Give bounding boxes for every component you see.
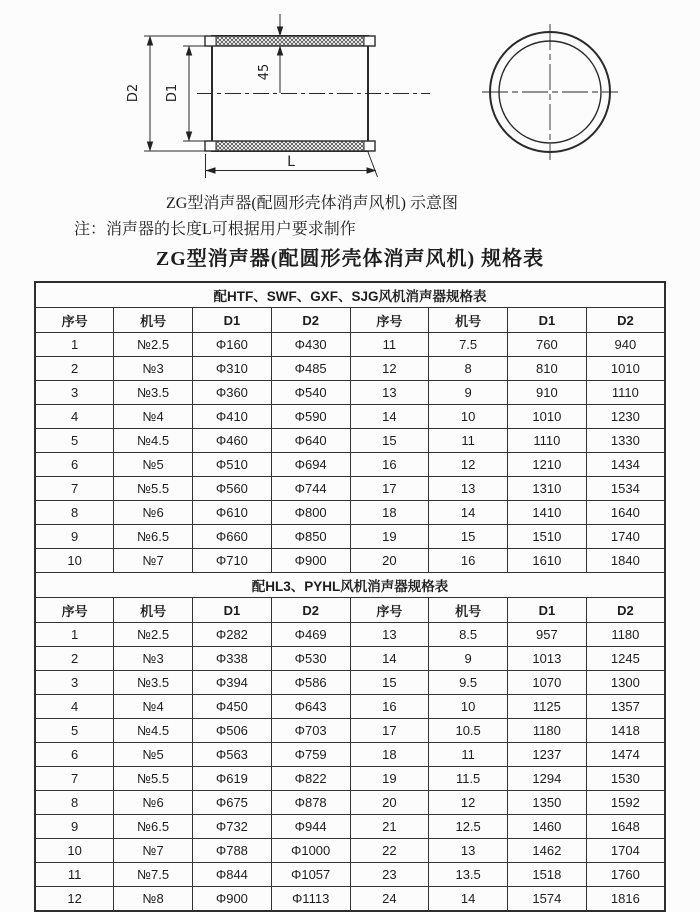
table-cell: Φ900	[193, 887, 272, 912]
table-cell: 5	[35, 429, 114, 453]
table-cell: Φ822	[271, 767, 350, 791]
table-cell: 1110	[586, 381, 665, 405]
section-title-row	[35, 573, 665, 598]
table-row	[35, 453, 665, 477]
table-cell: 14	[429, 887, 508, 912]
table-cell: 8.5	[429, 623, 508, 647]
table-cell: 1610	[508, 549, 587, 573]
table-cell: №5.5	[114, 767, 193, 791]
table-cell: 1180	[508, 719, 587, 743]
table-cell: Φ430	[271, 333, 350, 357]
table-row	[35, 525, 665, 549]
table-cell: Φ844	[193, 863, 272, 887]
table-cell: Φ878	[271, 791, 350, 815]
muffler-front-view	[482, 24, 618, 160]
table-cell: 13	[350, 623, 429, 647]
table-row	[35, 623, 665, 647]
dim-label-d2: D2	[126, 83, 141, 103]
table-cell: 910	[508, 381, 587, 405]
table-cell: 13	[350, 381, 429, 405]
table-cell: 1230	[586, 405, 665, 429]
table-cell: 1518	[508, 863, 587, 887]
table-cell: 18	[350, 743, 429, 767]
table-cell: 6	[35, 743, 114, 767]
table-cell: 1704	[586, 839, 665, 863]
table-cell: №6	[114, 791, 193, 815]
table-row	[35, 695, 665, 719]
muffler-side-view	[126, 14, 430, 178]
table-cell: 13	[429, 477, 508, 501]
table-cell: 1534	[586, 477, 665, 501]
table-cell: Φ759	[271, 743, 350, 767]
table-row	[35, 549, 665, 573]
table-cell: 9	[429, 647, 508, 671]
table-cell: 24	[350, 887, 429, 912]
table-cell: 15	[350, 429, 429, 453]
table-cell: Φ510	[193, 453, 272, 477]
table-cell: №3	[114, 357, 193, 381]
figure-caption: ZG型消声器(配圆形壳体消声风机) 示意图	[166, 195, 458, 212]
table-cell: 1418	[586, 719, 665, 743]
table-cell: Φ1113	[271, 887, 350, 912]
table-cell: Φ469	[271, 623, 350, 647]
dim-label-d1: D1	[165, 83, 180, 103]
table-cell: 12	[350, 357, 429, 381]
table-cell: 1180	[586, 623, 665, 647]
table-cell: 1640	[586, 501, 665, 525]
table-cell: №4	[114, 695, 193, 719]
table-cell: 17	[350, 719, 429, 743]
table-cell: №4	[114, 405, 193, 429]
table-cell: Φ563	[193, 743, 272, 767]
column-header: D2	[586, 308, 665, 333]
table-cell: Φ660	[193, 525, 272, 549]
table-cell: Φ560	[193, 477, 272, 501]
table-cell: Φ1057	[271, 863, 350, 887]
table-cell: 1510	[508, 525, 587, 549]
dim-label-45: 45	[257, 63, 272, 81]
table-cell: 3	[35, 381, 114, 405]
table-cell: 9	[35, 525, 114, 549]
table-row	[35, 815, 665, 839]
table-cell: 16	[429, 549, 508, 573]
table-cell: 760	[508, 333, 587, 357]
table-cell: 1210	[508, 453, 587, 477]
table-cell: 1760	[586, 863, 665, 887]
table-cell: 1	[35, 623, 114, 647]
table-cell: Φ944	[271, 815, 350, 839]
table-cell: №3.5	[114, 381, 193, 405]
table-cell: Φ643	[271, 695, 350, 719]
table-cell: №2.5	[114, 623, 193, 647]
table-cell: Φ744	[271, 477, 350, 501]
table-row	[35, 767, 665, 791]
table-cell: 1350	[508, 791, 587, 815]
table-cell: Φ1000	[271, 839, 350, 863]
table-cell: 8	[35, 501, 114, 525]
table-cell: 11	[429, 429, 508, 453]
table-cell: №7	[114, 549, 193, 573]
table-cell: 1574	[508, 887, 587, 912]
table-cell: Φ732	[193, 815, 272, 839]
table-cell: №7.5	[114, 863, 193, 887]
table-cell: 1460	[508, 815, 587, 839]
table-cell: №3.5	[114, 671, 193, 695]
table-cell: 10.5	[429, 719, 508, 743]
table-cell: 4	[35, 405, 114, 429]
table-cell: 1740	[586, 525, 665, 549]
table-cell: 10	[35, 549, 114, 573]
table-cell: 15	[350, 671, 429, 695]
table-row	[35, 887, 665, 912]
table-row	[35, 381, 665, 405]
table-cell: 6	[35, 453, 114, 477]
table-cell: 9	[35, 815, 114, 839]
table-cell: Φ640	[271, 429, 350, 453]
table-cell: Φ590	[271, 405, 350, 429]
table-cell: 9	[429, 381, 508, 405]
spec-table	[34, 281, 666, 912]
column-header: 序号	[35, 598, 114, 623]
table-cell: №5	[114, 743, 193, 767]
table-row	[35, 429, 665, 453]
table-cell: 18	[350, 501, 429, 525]
table-cell: 1125	[508, 695, 587, 719]
table-cell: Φ540	[271, 381, 350, 405]
table-row	[35, 647, 665, 671]
table-row	[35, 671, 665, 695]
table-cell: 1648	[586, 815, 665, 839]
table-cell: 7.5	[429, 333, 508, 357]
table-cell: 5	[35, 719, 114, 743]
section-title: 配HL3、PYHL风机消声器规格表	[35, 573, 665, 598]
table-cell: Φ282	[193, 623, 272, 647]
table-cell: 22	[350, 839, 429, 863]
table-cell: 23	[350, 863, 429, 887]
top-lining-hatch	[216, 36, 364, 46]
table-cell: 16	[350, 453, 429, 477]
column-header: 机号	[429, 308, 508, 333]
table-cell: 11.5	[429, 767, 508, 791]
page-title: ZG型消声器(配圆形壳体消声风机) 规格表	[155, 248, 545, 270]
table-cell: №6.5	[114, 525, 193, 549]
table-cell: 1013	[508, 647, 587, 671]
table-cell: Φ694	[271, 453, 350, 477]
header-row	[35, 598, 665, 623]
table-cell: Φ410	[193, 405, 272, 429]
table-cell: Φ900	[271, 549, 350, 573]
muffler-diagram-svg	[0, 0, 700, 190]
note-text: 注：消声器的长度L可根据用户要求制作	[74, 221, 356, 238]
table-cell: 20	[350, 791, 429, 815]
table-cell: 10	[429, 695, 508, 719]
column-header: 机号	[114, 598, 193, 623]
table-cell: 4	[35, 695, 114, 719]
table-cell: 17	[350, 477, 429, 501]
table-cell: 1300	[586, 671, 665, 695]
column-header: 机号	[114, 308, 193, 333]
table-cell: Φ619	[193, 767, 272, 791]
table-row	[35, 863, 665, 887]
table-cell: 1010	[586, 357, 665, 381]
table-cell: 2	[35, 647, 114, 671]
table-cell: 8	[35, 791, 114, 815]
table-cell: 12	[429, 453, 508, 477]
table-cell: 7	[35, 767, 114, 791]
column-header: D1	[193, 308, 272, 333]
table-cell: 1010	[508, 405, 587, 429]
table-cell: 3	[35, 671, 114, 695]
table-cell: Φ610	[193, 501, 272, 525]
table-row	[35, 501, 665, 525]
table-cell: №6.5	[114, 815, 193, 839]
table-row	[35, 839, 665, 863]
table-cell: 14	[429, 501, 508, 525]
table-cell: №5	[114, 453, 193, 477]
table-cell: 1237	[508, 743, 587, 767]
table-cell: 1357	[586, 695, 665, 719]
table-row	[35, 477, 665, 501]
table-cell: 1330	[586, 429, 665, 453]
table-cell: 1245	[586, 647, 665, 671]
table-row	[35, 357, 665, 381]
table-cell: Φ450	[193, 695, 272, 719]
table-cell: 1110	[508, 429, 587, 453]
table-cell: 940	[586, 333, 665, 357]
table-cell: №4.5	[114, 719, 193, 743]
table-row	[35, 743, 665, 767]
column-header: 序号	[35, 308, 114, 333]
table-cell: 1294	[508, 767, 587, 791]
column-header: D2	[586, 598, 665, 623]
table-cell: 11	[350, 333, 429, 357]
table-cell: №5.5	[114, 477, 193, 501]
column-header: D1	[508, 598, 587, 623]
table-cell: 1434	[586, 453, 665, 477]
column-header: 机号	[429, 598, 508, 623]
table-cell: 1840	[586, 549, 665, 573]
table-cell: Φ530	[271, 647, 350, 671]
table-cell: 19	[350, 525, 429, 549]
table-cell: Φ675	[193, 791, 272, 815]
table-cell: 13.5	[429, 863, 508, 887]
table-cell: 1410	[508, 501, 587, 525]
table-cell: 1070	[508, 671, 587, 695]
table-cell: 10	[35, 839, 114, 863]
table-cell: 1	[35, 333, 114, 357]
table-cell: Φ338	[193, 647, 272, 671]
table-cell: Φ394	[193, 671, 272, 695]
muffler-diagram	[0, 0, 700, 190]
table-cell: 2	[35, 357, 114, 381]
table-cell: №4.5	[114, 429, 193, 453]
table-cell: 21	[350, 815, 429, 839]
table-cell: №7	[114, 839, 193, 863]
table-cell: 1816	[586, 887, 665, 912]
column-header: 序号	[350, 598, 429, 623]
table-cell: 14	[350, 647, 429, 671]
table-cell: №2.5	[114, 333, 193, 357]
table-cell: 1462	[508, 839, 587, 863]
section-title: 配HTF、SWF、GXF、SJG风机消声器规格表	[35, 282, 665, 308]
table-cell: №8	[114, 887, 193, 912]
table-cell: 1310	[508, 477, 587, 501]
column-header: 序号	[350, 308, 429, 333]
table-cell: Φ850	[271, 525, 350, 549]
table-cell: Φ710	[193, 549, 272, 573]
table-cell: Φ703	[271, 719, 350, 743]
section-title-row	[35, 282, 665, 308]
table-cell: Φ485	[271, 357, 350, 381]
table-cell: 8	[429, 357, 508, 381]
table-cell: 13	[429, 839, 508, 863]
bottom-lining-hatch	[216, 141, 364, 151]
table-cell: 12.5	[429, 815, 508, 839]
table-cell: 20	[350, 549, 429, 573]
dim-label-l: L	[287, 154, 295, 170]
table-cell: Φ460	[193, 429, 272, 453]
table-cell: Φ788	[193, 839, 272, 863]
table-cell: Φ586	[271, 671, 350, 695]
table-cell: 19	[350, 767, 429, 791]
table-cell: 11	[429, 743, 508, 767]
table-cell: 1474	[586, 743, 665, 767]
header-row	[35, 308, 665, 333]
table-cell: Φ360	[193, 381, 272, 405]
table-row	[35, 719, 665, 743]
table-cell: 810	[508, 357, 587, 381]
table-cell: 7	[35, 477, 114, 501]
table-cell: 10	[429, 405, 508, 429]
column-header: D2	[271, 308, 350, 333]
table-row	[35, 791, 665, 815]
table-row	[35, 405, 665, 429]
table-cell: 12	[429, 791, 508, 815]
table-cell: №3	[114, 647, 193, 671]
table-cell: 1530	[586, 767, 665, 791]
table-cell: Φ310	[193, 357, 272, 381]
spec-table-section-htf	[35, 282, 665, 573]
table-cell: Φ506	[193, 719, 272, 743]
table-cell: 9.5	[429, 671, 508, 695]
spec-table-section-hl3	[35, 573, 665, 912]
table-cell: 14	[350, 405, 429, 429]
table-cell: №6	[114, 501, 193, 525]
column-header: D2	[271, 598, 350, 623]
table-cell: 11	[35, 863, 114, 887]
table-row	[35, 333, 665, 357]
table-cell: Φ800	[271, 501, 350, 525]
table-cell: 1592	[586, 791, 665, 815]
table-cell: 16	[350, 695, 429, 719]
table-cell: 12	[35, 887, 114, 912]
column-header: D1	[193, 598, 272, 623]
column-header: D1	[508, 308, 587, 333]
table-cell: 15	[429, 525, 508, 549]
table-cell: 957	[508, 623, 587, 647]
table-cell: Φ160	[193, 333, 272, 357]
